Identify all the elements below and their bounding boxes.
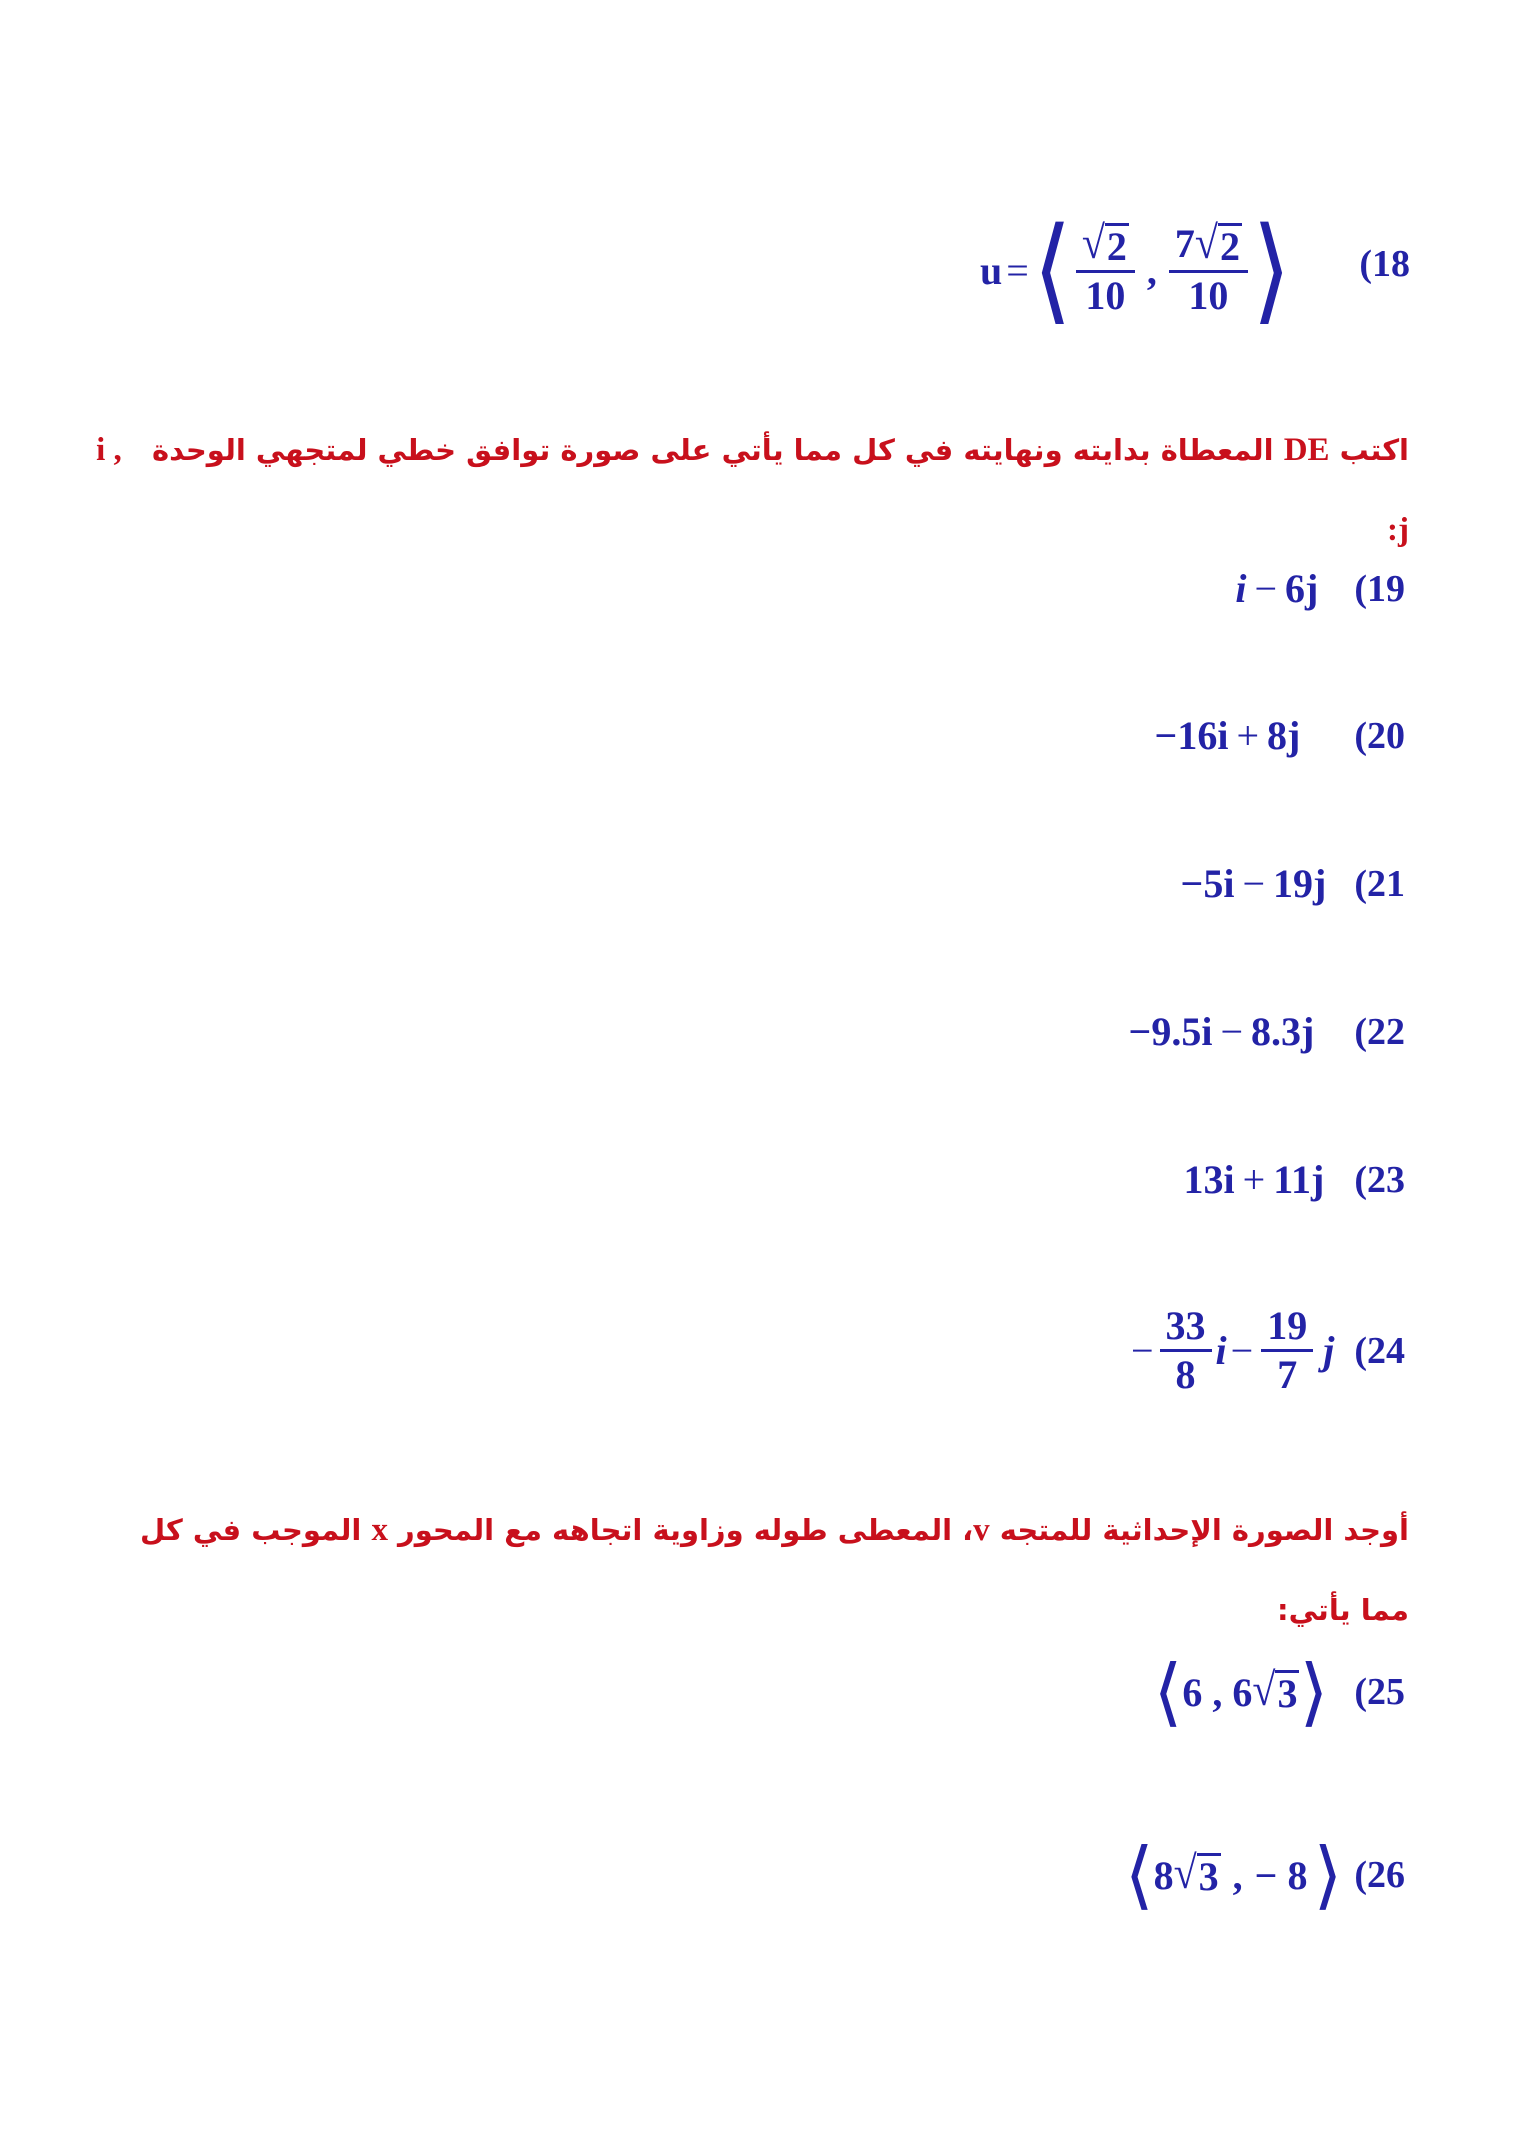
- problem-number: (20: [1354, 714, 1405, 757]
- comma: ,: [1146, 247, 1157, 293]
- expression: −5i − 19j: [1180, 861, 1327, 906]
- problem-number: (22: [1354, 1010, 1405, 1053]
- problem-24: [1131, 1305, 1405, 1396]
- vector-variable: u: [980, 247, 1003, 293]
- equals-sign: =: [1006, 247, 1029, 293]
- vector-expression: [980, 200, 1291, 340]
- problem-number: (24: [1354, 1329, 1405, 1372]
- fraction-1: [1076, 218, 1135, 318]
- instruction-line-2: مما يأتي:: [1277, 1593, 1409, 1627]
- problem-number: (21: [1354, 862, 1405, 905]
- instruction-coordinate-form: [140, 1490, 1409, 1650]
- expression: −16i + 8j: [1154, 713, 1301, 758]
- instruction-line-1: أوجد الصورة الإحداثية للمتجه v، المعطى طوله وزاوية اتجاهه مع المحور x الموجب في كل: [140, 1512, 1409, 1548]
- expression: −9.5i − 8.3j: [1128, 1009, 1315, 1054]
- left-angle-bracket: ⟨: [1032, 202, 1072, 337]
- problem-number: (26: [1354, 1854, 1405, 1896]
- problem-23: [1184, 1156, 1405, 1203]
- left-angle-bracket: ⟨: [1153, 1649, 1183, 1735]
- right-angle-bracket: ⟩: [1251, 202, 1291, 337]
- problem-19: [1235, 565, 1405, 612]
- right-angle-bracket: ⟩: [1299, 1649, 1329, 1735]
- problem-number: (18: [1359, 243, 1410, 285]
- fraction-2: $\frac{19}{7}$: [1261, 1305, 1313, 1396]
- sqrt: [1081, 218, 1129, 270]
- denominator: 10: [1085, 273, 1126, 318]
- expression: 13i + 11j: [1183, 1157, 1325, 1202]
- sqrt: √ 3: [1252, 1665, 1298, 1716]
- denominator: 10: [1188, 273, 1229, 318]
- problem-number: (23: [1354, 1158, 1405, 1201]
- radicand: 2: [1106, 224, 1127, 269]
- coefficient: 7: [1174, 221, 1195, 266]
- instruction-line-2: :j: [1387, 512, 1409, 548]
- radical-sign: √: [1081, 218, 1105, 270]
- problem-number: (25: [1354, 1671, 1405, 1713]
- radical-sign: √: [1194, 218, 1218, 270]
- radicand: 2: [1219, 224, 1240, 269]
- problem-26: [1124, 1832, 1405, 1918]
- expression: i − 6j: [1235, 566, 1319, 611]
- fraction-2: [1169, 218, 1248, 318]
- instruction-line-1: اكتب DE المعطاة بدايته ونهايته في كل مما يأتي على صورة توافق خطي لمتجهي الوحدة i ,: [96, 432, 1409, 468]
- problem-22: [1129, 1008, 1405, 1055]
- problem-20: [1155, 712, 1405, 759]
- fraction-1: $\frac{33}{8}$: [1160, 1305, 1212, 1396]
- left-angle-bracket: ⟨: [1124, 1832, 1154, 1918]
- vector-expression: ⟨ 8 √ 3 , − 8 ⟩: [1124, 1832, 1343, 1918]
- problem-18: [980, 200, 1410, 340]
- problem-number: (19: [1354, 567, 1405, 610]
- expression: − $\frac{33}{8}$ i − $\frac{19}{7}$ j: [1130, 1303, 1335, 1397]
- sqrt: [1194, 218, 1242, 270]
- instruction-linear-combination: [96, 410, 1409, 570]
- problem-25: [1153, 1649, 1405, 1735]
- problem-21: [1181, 860, 1405, 907]
- sqrt: √ 3: [1173, 1848, 1219, 1899]
- right-angle-bracket: ⟩: [1313, 1832, 1343, 1918]
- vector-expression: ⟨ 6 , 6 √ 3 ⟩: [1153, 1649, 1329, 1735]
